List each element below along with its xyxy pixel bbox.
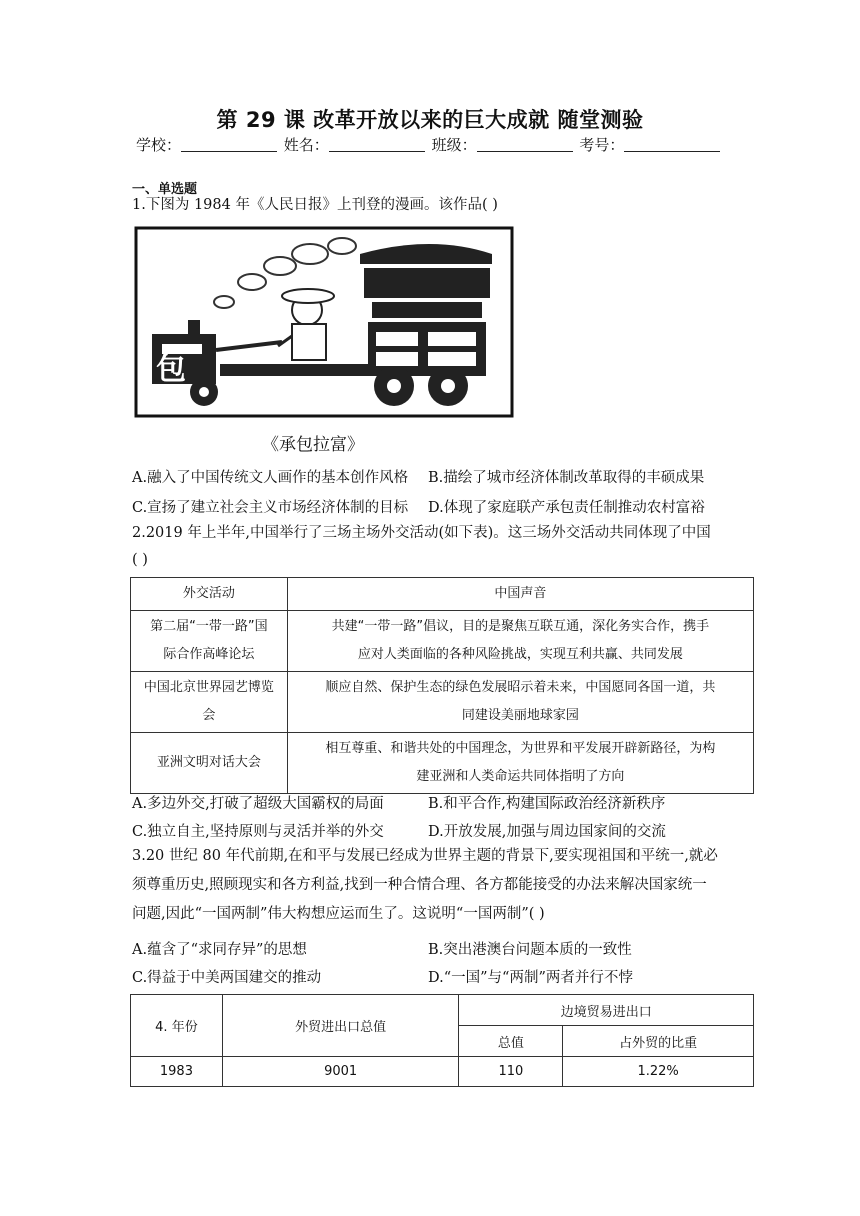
school-label: 学校： xyxy=(136,136,182,154)
q2-stem-line2: ( ) xyxy=(132,552,148,568)
section-title: 一、单选题 xyxy=(132,182,198,197)
school-blank[interactable] xyxy=(181,137,277,152)
q1-options-row1 xyxy=(132,466,705,487)
q3-options-row1 xyxy=(132,938,632,959)
q2-option-d[interactable]: D.开放发展,加强与周边国家间的交流 xyxy=(428,824,666,840)
q1-options-row2 xyxy=(132,496,705,517)
q1-option-c[interactable]: C.宣扬了建立社会主义市场经济体制的目标 xyxy=(132,500,409,516)
cartoon-image xyxy=(132,224,514,420)
activity-cell: 中国北京世界园艺博览 会 xyxy=(131,672,288,733)
q1-option-d[interactable]: D.体现了家庭联产承包责任制推动农村富裕 xyxy=(428,500,705,516)
q3-stem-line1: 3.20 世纪 80 年代前期,在和平与发展已经成为世界主题的背景下,要实现祖国和平统一,就必 xyxy=(132,848,718,864)
table-row xyxy=(131,611,754,672)
header-share: 占外贸的比重 xyxy=(563,1026,754,1057)
name-label: 姓名： xyxy=(283,136,329,154)
q2-options-row1 xyxy=(132,792,666,813)
cell-share: 1.22% xyxy=(563,1057,754,1087)
q1-option-a[interactable]: A.融入了中国传统文人画作的基本创作风格 xyxy=(132,470,409,486)
q3-stem-line2: 须尊重历史,照顾现实和各方利益,找到一种合情合理、各方都能接受的办法来解决国家统一 xyxy=(132,877,707,893)
table-row xyxy=(131,733,754,794)
header-border-trade: 边境贸易进出口 xyxy=(459,995,754,1026)
class-label: 班级： xyxy=(431,136,477,154)
table-row xyxy=(131,672,754,733)
q2-option-a[interactable]: A.多边外交,打破了超级大国霸权的局面 xyxy=(132,796,384,812)
q3-options-row2 xyxy=(132,966,633,987)
cell-border-total: 110 xyxy=(459,1057,563,1087)
header-border-total: 总值 xyxy=(459,1026,563,1057)
q2-diplomacy-table xyxy=(130,577,754,794)
table-header-row xyxy=(131,578,754,611)
q2-stem-line1: 2.2019 年上半年,中国举行了三场主场外交活动(如下表)。这三场外交活动共同体现了中国 xyxy=(132,525,711,541)
cell-total: 9001 xyxy=(222,1057,459,1087)
activity-cell: 亚洲文明对话大会 xyxy=(131,733,288,794)
table-row xyxy=(131,1057,754,1087)
student-info-line xyxy=(136,134,722,155)
voice-cell: 相互尊重、和谐共处的中国理念，为世界和平发展开辟新路径，为构 建亚洲和人类命运共同体指明了方向 xyxy=(287,733,753,794)
q1-option-b[interactable]: B.描绘了城市经济体制改革取得的丰硕成果 xyxy=(428,470,705,486)
activity-cell: 第二届“一带一路”国 际合作高峰论坛 xyxy=(131,611,288,672)
voice-cell: 共建“一带一路”倡议，目的是聚焦互联互通，深化务实合作，携手 应对人类面临的各种风险挑战，实现互利共赢、共同发展 xyxy=(287,611,753,672)
page-title: 第 29 课 改革开放以来的巨大成就 随堂测验 xyxy=(216,108,644,132)
exam-number-label: 考号： xyxy=(579,136,625,154)
q1-stem: 1.下图为 1984 年《人民日报》上刊登的漫画。该作品( ) xyxy=(132,197,498,213)
table-header-row xyxy=(131,995,754,1026)
voice-cell: 顺应自然、保护生态的绿色发展昭示着未来，中国愿同各国一道，共 同建设美丽地球家园 xyxy=(287,672,753,733)
q3-option-d[interactable]: D.“一国”与“两制”两者并行不悖 xyxy=(428,970,633,986)
q2-options-row2 xyxy=(132,820,666,841)
header-year: 4. 年份 xyxy=(131,995,223,1057)
cartoon-caption: 《承包拉富》 xyxy=(262,435,364,455)
cartoon-char-bao: 包 xyxy=(156,352,186,387)
name-blank[interactable] xyxy=(329,137,425,152)
q2-option-c[interactable]: C.独立自主,坚持原则与灵活并举的外交 xyxy=(132,824,384,840)
q2-option-b[interactable]: B.和平合作,构建国际政治经济新秩序 xyxy=(428,796,666,812)
exam-number-blank[interactable] xyxy=(624,137,720,152)
class-blank[interactable] xyxy=(477,137,573,152)
header-voice: 中国声音 xyxy=(287,578,753,611)
q3-stem-line3: 问题,因此“一国两制”伟大构想应运而生了。这说明“一国两制”( ) xyxy=(132,906,545,922)
cell-year: 1983 xyxy=(131,1057,223,1087)
q3-option-c[interactable]: C.得益于中美两国建交的推动 xyxy=(132,970,322,986)
q3-option-a[interactable]: A.蕴含了“求同存异”的思想 xyxy=(132,942,307,958)
q3-option-b[interactable]: B.突出港澳台问题本质的一致性 xyxy=(428,942,632,958)
header-activity: 外交活动 xyxy=(131,578,288,611)
q4-trade-table xyxy=(130,994,754,1087)
header-total-trade: 外贸进出口总值 xyxy=(222,995,459,1057)
